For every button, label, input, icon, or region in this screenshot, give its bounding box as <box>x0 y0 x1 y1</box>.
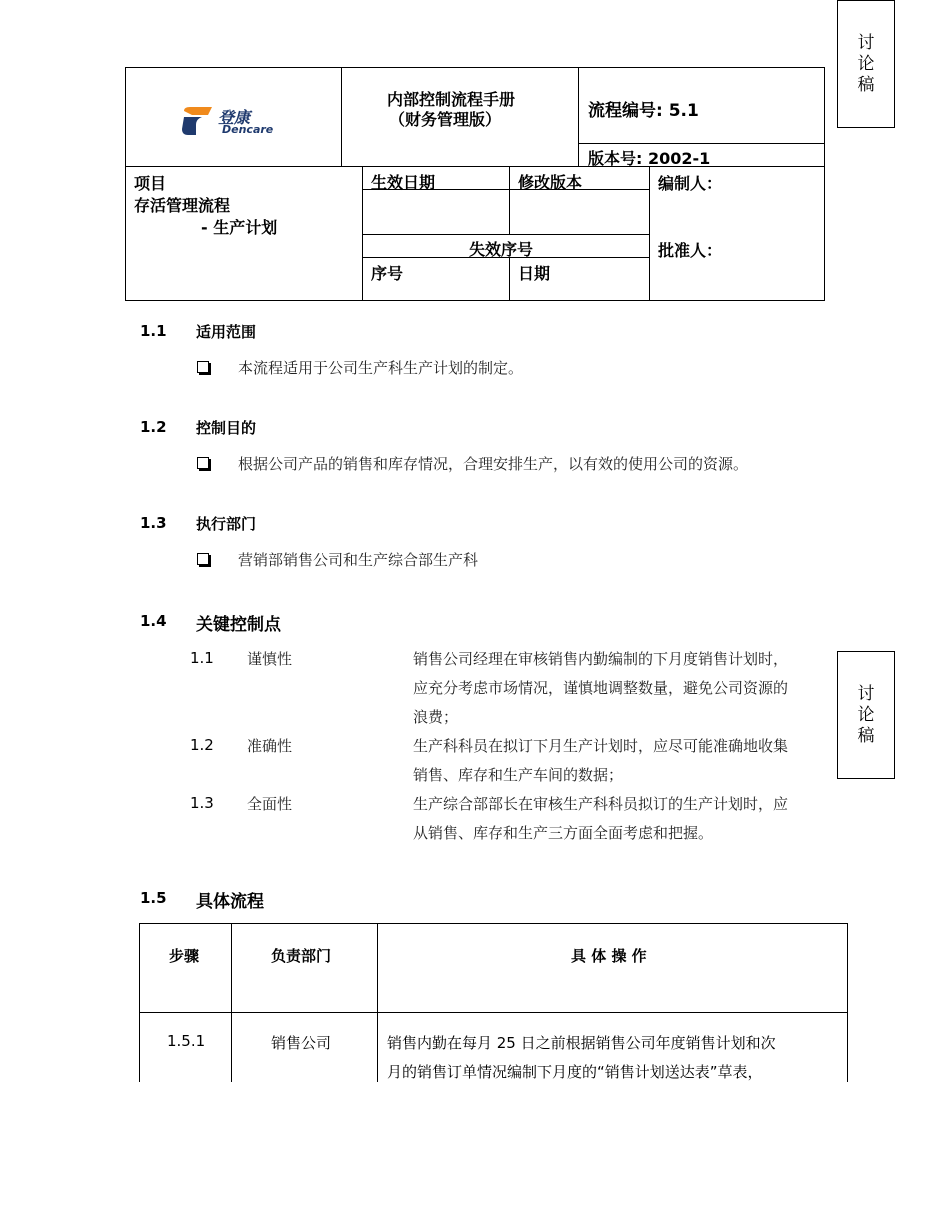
checkbox-bullet-icon <box>197 457 209 469</box>
draft-stamp-top <box>837 0 895 128</box>
stamp-char: 稿 <box>857 725 875 746</box>
checkbox-bullet-icon <box>197 553 209 565</box>
section-number: 1.4 <box>140 612 167 630</box>
table-row-operation: 销售内勤在每月 25 日之前根据销售公司年度销售计划和次 <box>387 1034 776 1052</box>
company-logo <box>182 105 278 139</box>
bullet-text: 本流程适用于公司生产科生产计划的制定。 <box>238 359 524 377</box>
key-control-text: 销售、库存和生产车间的数据； <box>413 766 624 784</box>
revision-version-label: 修改版本 <box>518 173 583 192</box>
stamp-char: 论 <box>857 704 875 725</box>
key-control-name: 全面性 <box>247 795 293 813</box>
item-subname: - 生产计划 <box>201 218 278 237</box>
invalid-seq-label: 失效序号 <box>469 240 534 259</box>
table-row-step: 1.5.1 <box>167 1032 206 1050</box>
section-title: 控制目的 <box>196 419 257 437</box>
stamp-char: 讨 <box>857 32 875 53</box>
table-row-operation: 月的销售订单情况编制下月度的“销售计划送达表”草表， <box>387 1063 763 1081</box>
section-number: 1.1 <box>140 322 167 340</box>
logo-english: Dencare <box>222 123 274 136</box>
section-title: 关键控制点 <box>196 615 281 635</box>
bullet-text: 营销部销售公司和生产综合部生产科 <box>238 551 479 569</box>
item-label: 项目 <box>134 174 167 193</box>
stamp-char: 论 <box>857 53 875 74</box>
key-control-number: 1.1 <box>190 649 214 667</box>
version-number: 版本号: 2002-1 <box>588 149 711 168</box>
key-control-text: 浪费； <box>413 708 459 726</box>
key-control-text: 生产综合部部长在审核生产科科员拟订的生产计划时，应 <box>413 795 789 813</box>
key-control-name: 准确性 <box>247 737 293 755</box>
draft-stamp-middle <box>837 651 895 779</box>
seq-label: 序号 <box>371 264 404 283</box>
logo-chinese: 登康 <box>218 108 251 127</box>
item-name: 存活管理流程 <box>134 196 231 215</box>
key-control-number: 1.2 <box>190 736 214 754</box>
document-header-table <box>125 67 825 301</box>
key-control-name: 谨慎性 <box>247 650 293 668</box>
manual-subtitle: （财务管理版） <box>389 110 502 129</box>
table-row-dept: 销售公司 <box>271 1034 332 1052</box>
checkbox-bullet-icon <box>197 361 209 373</box>
section-number: 1.5 <box>140 889 167 907</box>
stamp-char: 讨 <box>857 683 875 704</box>
effective-date-label: 生效日期 <box>371 173 436 192</box>
stamp-char: 稿 <box>857 74 875 95</box>
bullet-text: 根据公司产品的销售和库存情况，合理安排生产，以有效的使用公司的资源。 <box>238 455 749 473</box>
section-title: 执行部门 <box>196 515 257 533</box>
section-number: 1.2 <box>140 418 167 436</box>
section-number: 1.3 <box>140 514 167 532</box>
key-control-text: 应充分考虑市场情况，谨慎地调整数量，避免公司资源的 <box>413 679 789 697</box>
table-header-dept: 负责部门 <box>271 947 332 965</box>
flow-number: 流程编号: 5.1 <box>588 101 699 121</box>
section-title: 适用范围 <box>196 323 257 341</box>
approved-by-label: 批准人： <box>658 241 723 260</box>
key-control-number: 1.3 <box>190 794 214 812</box>
key-control-text: 从销售、库存和生产三方面全面考虑和把握。 <box>413 824 714 842</box>
key-control-text: 生产科科员在拟订下月生产计划时，应尽可能准确地收集 <box>413 737 789 755</box>
key-control-text: 销售公司经理在审核销售内勤编制的下月度销售计划时， <box>413 650 789 668</box>
section-title: 具体流程 <box>196 892 264 912</box>
manual-title: 内部控制流程手册 <box>387 90 516 109</box>
process-table <box>139 923 848 1082</box>
date-label: 日期 <box>518 264 551 283</box>
prepared-by-label: 编制人： <box>658 174 723 193</box>
table-header-step: 步骤 <box>169 947 200 965</box>
table-header-operation: 具 体 操 作 <box>571 947 647 965</box>
